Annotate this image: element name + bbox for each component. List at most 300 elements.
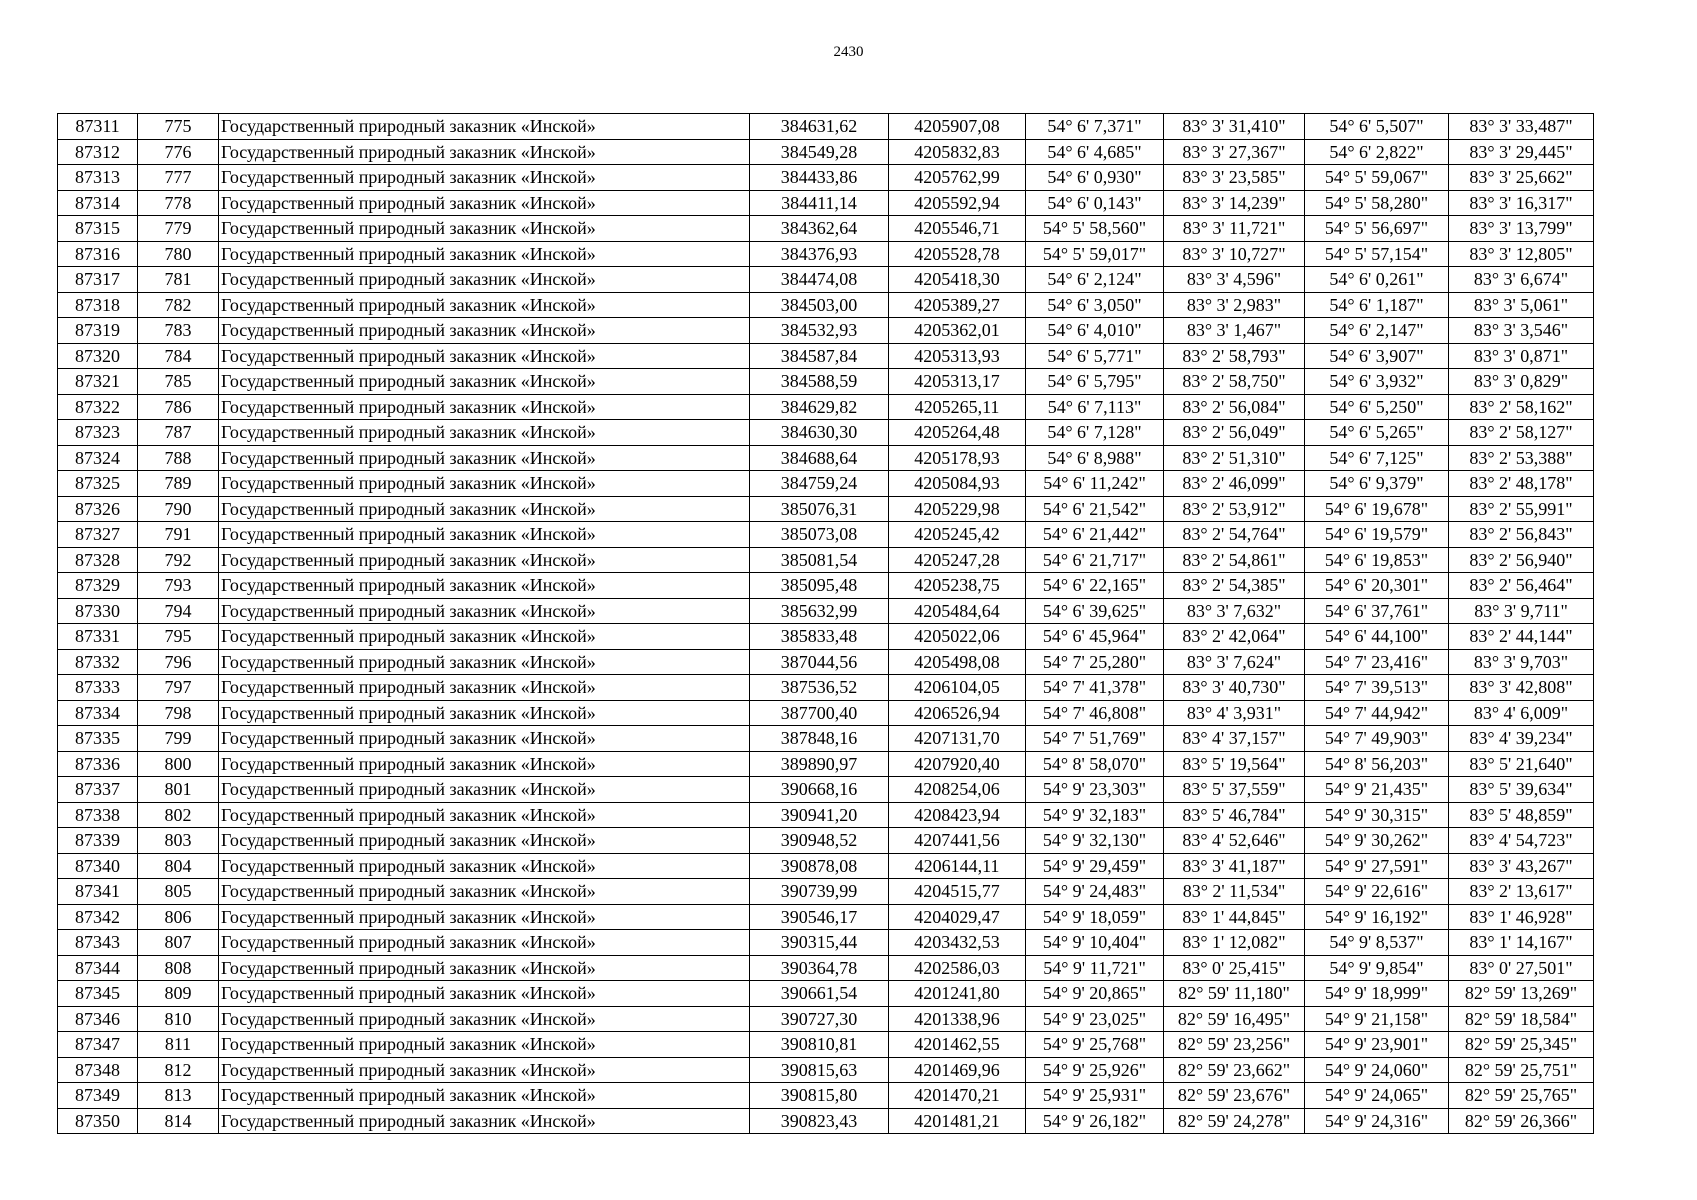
longitude-2-cell: 83° 4' 39,234" [1449,726,1594,752]
latitude-1-cell: 54° 7' 51,769" [1026,726,1164,752]
y-coordinate-cell: 4207441,56 [889,828,1026,854]
longitude-1-cell: 83° 3' 23,585" [1164,165,1305,191]
latitude-2-cell: 54° 6' 5,250" [1305,394,1449,420]
record-id-cell: 87312 [58,139,138,165]
latitude-1-cell: 54° 6' 39,625" [1026,598,1164,624]
longitude-2-cell: 83° 2' 56,464" [1449,573,1594,599]
table-row [58,190,1594,216]
latitude-2-cell: 54° 9' 16,192" [1305,904,1449,930]
point-number-cell: 812 [138,1057,219,1083]
point-number-cell: 804 [138,853,219,879]
record-id-cell: 87317 [58,267,138,293]
latitude-1-cell: 54° 6' 2,124" [1026,267,1164,293]
longitude-1-cell: 83° 3' 27,367" [1164,139,1305,165]
latitude-2-cell: 54° 6' 1,187" [1305,292,1449,318]
x-coordinate-cell: 390948,52 [750,828,889,854]
longitude-1-cell: 83° 4' 52,646" [1164,828,1305,854]
point-number-cell: 801 [138,777,219,803]
record-id-cell: 87336 [58,751,138,777]
x-coordinate-cell: 389890,97 [750,751,889,777]
latitude-1-cell: 54° 9' 11,721" [1026,955,1164,981]
x-coordinate-cell: 390810,81 [750,1032,889,1058]
latitude-2-cell: 54° 9' 30,315" [1305,802,1449,828]
x-coordinate-cell: 390739,99 [750,879,889,905]
x-coordinate-cell: 384549,28 [750,139,889,165]
longitude-1-cell: 82° 59' 23,662" [1164,1057,1305,1083]
zone-name-cell: Государственный природный заказник «Инской» [219,1032,750,1058]
longitude-1-cell: 83° 2' 56,084" [1164,394,1305,420]
point-number-cell: 789 [138,471,219,497]
longitude-2-cell: 83° 3' 33,487" [1449,114,1594,140]
longitude-1-cell: 83° 0' 25,415" [1164,955,1305,981]
table-row [58,649,1594,675]
record-id-cell: 87327 [58,522,138,548]
zone-name-cell: Государственный природный заказник «Инской» [219,369,750,395]
longitude-2-cell: 83° 3' 9,711" [1449,598,1594,624]
y-coordinate-cell: 4201462,55 [889,1032,1026,1058]
y-coordinate-cell: 4208254,06 [889,777,1026,803]
longitude-2-cell: 83° 3' 3,546" [1449,318,1594,344]
record-id-cell: 87347 [58,1032,138,1058]
record-id-cell: 87319 [58,318,138,344]
y-coordinate-cell: 4205264,48 [889,420,1026,446]
table-row [58,573,1594,599]
x-coordinate-cell: 384362,64 [750,216,889,242]
table-row [58,598,1594,624]
latitude-2-cell: 54° 9' 21,435" [1305,777,1449,803]
table-row [58,420,1594,446]
x-coordinate-cell: 385095,48 [750,573,889,599]
zone-name-cell: Государственный природный заказник «Инской» [219,930,750,956]
table-row [58,1006,1594,1032]
latitude-1-cell: 54° 5' 59,017" [1026,241,1164,267]
y-coordinate-cell: 4205245,42 [889,522,1026,548]
latitude-2-cell: 54° 6' 5,265" [1305,420,1449,446]
point-number-cell: 805 [138,879,219,905]
table-row [58,1057,1594,1083]
longitude-2-cell: 83° 3' 12,805" [1449,241,1594,267]
zone-name-cell: Государственный природный заказник «Инской» [219,522,750,548]
point-number-cell: 813 [138,1083,219,1109]
latitude-1-cell: 54° 9' 32,183" [1026,802,1164,828]
y-coordinate-cell: 4205418,30 [889,267,1026,293]
longitude-1-cell: 83° 2' 56,049" [1164,420,1305,446]
x-coordinate-cell: 387700,40 [750,700,889,726]
longitude-2-cell: 83° 3' 6,674" [1449,267,1594,293]
y-coordinate-cell: 4205238,75 [889,573,1026,599]
longitude-2-cell: 83° 3' 25,662" [1449,165,1594,191]
record-id-cell: 87350 [58,1108,138,1134]
y-coordinate-cell: 4205592,94 [889,190,1026,216]
latitude-2-cell: 54° 6' 20,301" [1305,573,1449,599]
zone-name-cell: Государственный природный заказник «Инской» [219,879,750,905]
latitude-1-cell: 54° 6' 11,242" [1026,471,1164,497]
latitude-1-cell: 54° 6' 7,371" [1026,114,1164,140]
zone-name-cell: Государственный природный заказник «Инской» [219,318,750,344]
x-coordinate-cell: 390661,54 [750,981,889,1007]
longitude-2-cell: 82° 59' 26,366" [1449,1108,1594,1134]
point-number-cell: 796 [138,649,219,675]
record-id-cell: 87322 [58,394,138,420]
point-number-cell: 810 [138,1006,219,1032]
record-id-cell: 87345 [58,981,138,1007]
record-id-cell: 87349 [58,1083,138,1109]
y-coordinate-cell: 4205084,93 [889,471,1026,497]
longitude-1-cell: 82° 59' 11,180" [1164,981,1305,1007]
zone-name-cell: Государственный природный заказник «Инской» [219,700,750,726]
longitude-1-cell: 82° 59' 23,676" [1164,1083,1305,1109]
longitude-2-cell: 83° 5' 21,640" [1449,751,1594,777]
latitude-2-cell: 54° 6' 9,379" [1305,471,1449,497]
record-id-cell: 87346 [58,1006,138,1032]
point-number-cell: 785 [138,369,219,395]
latitude-1-cell: 54° 6' 5,795" [1026,369,1164,395]
zone-name-cell: Государственный природный заказник «Инской» [219,1108,750,1134]
point-number-cell: 784 [138,343,219,369]
longitude-1-cell: 83° 2' 58,750" [1164,369,1305,395]
x-coordinate-cell: 384376,93 [750,241,889,267]
latitude-1-cell: 54° 9' 24,483" [1026,879,1164,905]
y-coordinate-cell: 4205022,06 [889,624,1026,650]
longitude-2-cell: 83° 2' 58,127" [1449,420,1594,446]
record-id-cell: 87318 [58,292,138,318]
record-id-cell: 87332 [58,649,138,675]
point-number-cell: 781 [138,267,219,293]
longitude-1-cell: 83° 5' 19,564" [1164,751,1305,777]
longitude-1-cell: 82° 59' 16,495" [1164,1006,1305,1032]
table-row [58,853,1594,879]
latitude-2-cell: 54° 7' 39,513" [1305,675,1449,701]
latitude-1-cell: 54° 7' 46,808" [1026,700,1164,726]
point-number-cell: 786 [138,394,219,420]
y-coordinate-cell: 4205313,93 [889,343,1026,369]
y-coordinate-cell: 4201469,96 [889,1057,1026,1083]
point-number-cell: 806 [138,904,219,930]
longitude-2-cell: 83° 2' 56,940" [1449,547,1594,573]
zone-name-cell: Государственный природный заказник «Инской» [219,216,750,242]
y-coordinate-cell: 4203432,53 [889,930,1026,956]
x-coordinate-cell: 387536,52 [750,675,889,701]
y-coordinate-cell: 4201241,80 [889,981,1026,1007]
table-row [58,496,1594,522]
y-coordinate-cell: 4207920,40 [889,751,1026,777]
x-coordinate-cell: 390668,16 [750,777,889,803]
table-row [58,522,1594,548]
y-coordinate-cell: 4206526,94 [889,700,1026,726]
zone-name-cell: Государственный природный заказник «Инской» [219,675,750,701]
point-number-cell: 800 [138,751,219,777]
zone-name-cell: Государственный природный заказник «Инской» [219,114,750,140]
y-coordinate-cell: 4201470,21 [889,1083,1026,1109]
latitude-1-cell: 54° 9' 32,130" [1026,828,1164,854]
y-coordinate-cell: 4206104,05 [889,675,1026,701]
table-row [58,471,1594,497]
longitude-2-cell: 83° 2' 48,178" [1449,471,1594,497]
table-row [58,1108,1594,1134]
record-id-cell: 87331 [58,624,138,650]
longitude-2-cell: 83° 0' 27,501" [1449,955,1594,981]
latitude-1-cell: 54° 6' 45,964" [1026,624,1164,650]
table-row [58,394,1594,420]
x-coordinate-cell: 387848,16 [750,726,889,752]
x-coordinate-cell: 390823,43 [750,1108,889,1134]
longitude-2-cell: 83° 4' 6,009" [1449,700,1594,726]
zone-name-cell: Государственный природный заказник «Инской» [219,598,750,624]
table-row [58,981,1594,1007]
table-row [58,139,1594,165]
table-row [58,1083,1594,1109]
longitude-2-cell: 83° 2' 13,617" [1449,879,1594,905]
x-coordinate-cell: 385833,48 [750,624,889,650]
x-coordinate-cell: 384759,24 [750,471,889,497]
longitude-2-cell: 83° 3' 43,267" [1449,853,1594,879]
longitude-1-cell: 83° 3' 41,187" [1164,853,1305,879]
zone-name-cell: Государственный природный заказник «Инской» [219,573,750,599]
x-coordinate-cell: 390364,78 [750,955,889,981]
table-row [58,445,1594,471]
x-coordinate-cell: 390941,20 [750,802,889,828]
y-coordinate-cell: 4205389,27 [889,292,1026,318]
x-coordinate-cell: 384474,08 [750,267,889,293]
longitude-1-cell: 83° 5' 46,784" [1164,802,1305,828]
table-row [58,1032,1594,1058]
record-id-cell: 87348 [58,1057,138,1083]
x-coordinate-cell: 385076,31 [750,496,889,522]
longitude-1-cell: 83° 2' 11,534" [1164,879,1305,905]
y-coordinate-cell: 4206144,11 [889,853,1026,879]
point-number-cell: 791 [138,522,219,548]
y-coordinate-cell: 4204029,47 [889,904,1026,930]
table-row [58,165,1594,191]
point-number-cell: 782 [138,292,219,318]
longitude-2-cell: 82° 59' 13,269" [1449,981,1594,1007]
y-coordinate-cell: 4208423,94 [889,802,1026,828]
latitude-1-cell: 54° 6' 0,143" [1026,190,1164,216]
table-row [58,802,1594,828]
longitude-1-cell: 83° 1' 44,845" [1164,904,1305,930]
record-id-cell: 87333 [58,675,138,701]
longitude-2-cell: 83° 5' 39,634" [1449,777,1594,803]
latitude-1-cell: 54° 9' 20,865" [1026,981,1164,1007]
y-coordinate-cell: 4205546,71 [889,216,1026,242]
record-id-cell: 87320 [58,343,138,369]
latitude-1-cell: 54° 9' 29,459" [1026,853,1164,879]
table-row [58,955,1594,981]
record-id-cell: 87338 [58,802,138,828]
record-id-cell: 87314 [58,190,138,216]
latitude-2-cell: 54° 9' 18,999" [1305,981,1449,1007]
longitude-1-cell: 82° 59' 23,256" [1164,1032,1305,1058]
record-id-cell: 87311 [58,114,138,140]
zone-name-cell: Государственный природный заказник «Инской» [219,802,750,828]
point-number-cell: 779 [138,216,219,242]
point-number-cell: 788 [138,445,219,471]
point-number-cell: 777 [138,165,219,191]
record-id-cell: 87340 [58,853,138,879]
latitude-1-cell: 54° 9' 18,059" [1026,904,1164,930]
longitude-1-cell: 83° 4' 37,157" [1164,726,1305,752]
record-id-cell: 87339 [58,828,138,854]
y-coordinate-cell: 4205484,64 [889,598,1026,624]
point-number-cell: 776 [138,139,219,165]
point-number-cell: 799 [138,726,219,752]
record-id-cell: 87337 [58,777,138,803]
table-row [58,292,1594,318]
latitude-1-cell: 54° 7' 25,280" [1026,649,1164,675]
zone-name-cell: Государственный природный заказник «Инской» [219,190,750,216]
table-row [58,904,1594,930]
table-row [58,726,1594,752]
y-coordinate-cell: 4205229,98 [889,496,1026,522]
point-number-cell: 792 [138,547,219,573]
latitude-1-cell: 54° 9' 25,926" [1026,1057,1164,1083]
x-coordinate-cell: 385073,08 [750,522,889,548]
zone-name-cell: Государственный природный заказник «Инской» [219,496,750,522]
x-coordinate-cell: 384433,86 [750,165,889,191]
latitude-2-cell: 54° 5' 58,280" [1305,190,1449,216]
longitude-2-cell: 83° 3' 0,829" [1449,369,1594,395]
zone-name-cell: Государственный природный заказник «Инской» [219,853,750,879]
x-coordinate-cell: 385632,99 [750,598,889,624]
latitude-2-cell: 54° 9' 22,616" [1305,879,1449,905]
latitude-2-cell: 54° 6' 37,761" [1305,598,1449,624]
longitude-1-cell: 83° 2' 54,764" [1164,522,1305,548]
y-coordinate-cell: 4205362,01 [889,318,1026,344]
longitude-1-cell: 83° 2' 58,793" [1164,343,1305,369]
latitude-2-cell: 54° 6' 19,678" [1305,496,1449,522]
table-row [58,828,1594,854]
x-coordinate-cell: 384411,14 [750,190,889,216]
y-coordinate-cell: 4205498,08 [889,649,1026,675]
point-number-cell: 775 [138,114,219,140]
point-number-cell: 787 [138,420,219,446]
point-number-cell: 803 [138,828,219,854]
longitude-1-cell: 83° 1' 12,082" [1164,930,1305,956]
longitude-2-cell: 83° 3' 16,317" [1449,190,1594,216]
zone-name-cell: Государственный природный заказник «Инской» [219,1083,750,1109]
record-id-cell: 87323 [58,420,138,446]
longitude-1-cell: 83° 3' 11,721" [1164,216,1305,242]
point-number-cell: 780 [138,241,219,267]
latitude-1-cell: 54° 9' 23,025" [1026,1006,1164,1032]
latitude-2-cell: 54° 8' 56,203" [1305,751,1449,777]
zone-name-cell: Государственный природный заказник «Инской» [219,904,750,930]
point-number-cell: 798 [138,700,219,726]
latitude-2-cell: 54° 9' 24,316" [1305,1108,1449,1134]
table-row [58,114,1594,140]
longitude-1-cell: 83° 2' 46,099" [1164,471,1305,497]
longitude-2-cell: 83° 2' 58,162" [1449,394,1594,420]
zone-name-cell: Государственный природный заказник «Инской» [219,292,750,318]
latitude-2-cell: 54° 6' 3,907" [1305,343,1449,369]
table-row [58,267,1594,293]
x-coordinate-cell: 384688,64 [750,445,889,471]
longitude-1-cell: 82° 59' 24,278" [1164,1108,1305,1134]
page-number: 2430 [833,44,864,60]
zone-name-cell: Государственный природный заказник «Инской» [219,751,750,777]
longitude-2-cell: 83° 1' 14,167" [1449,930,1594,956]
latitude-1-cell: 54° 6' 21,542" [1026,496,1164,522]
longitude-2-cell: 83° 3' 0,871" [1449,343,1594,369]
record-id-cell: 87330 [58,598,138,624]
longitude-1-cell: 83° 3' 10,727" [1164,241,1305,267]
latitude-2-cell: 54° 9' 30,262" [1305,828,1449,854]
point-number-cell: 808 [138,955,219,981]
latitude-1-cell: 54° 8' 58,070" [1026,751,1164,777]
x-coordinate-cell: 390727,30 [750,1006,889,1032]
x-coordinate-cell: 390546,17 [750,904,889,930]
zone-name-cell: Государственный природный заказник «Инской» [219,1006,750,1032]
latitude-2-cell: 54° 9' 9,854" [1305,955,1449,981]
y-coordinate-cell: 4205265,11 [889,394,1026,420]
table-row [58,216,1594,242]
x-coordinate-cell: 384532,93 [750,318,889,344]
y-coordinate-cell: 4205247,28 [889,547,1026,573]
table-row [58,930,1594,956]
longitude-2-cell: 83° 5' 48,859" [1449,802,1594,828]
zone-name-cell: Государственный природный заказник «Инской» [219,343,750,369]
y-coordinate-cell: 4205762,99 [889,165,1026,191]
record-id-cell: 87343 [58,930,138,956]
y-coordinate-cell: 4204515,77 [889,879,1026,905]
table-row [58,675,1594,701]
longitude-1-cell: 83° 3' 1,467" [1164,318,1305,344]
table-body [58,114,1594,1134]
longitude-2-cell: 83° 4' 54,723" [1449,828,1594,854]
point-number-cell: 794 [138,598,219,624]
latitude-1-cell: 54° 9' 23,303" [1026,777,1164,803]
record-id-cell: 87315 [58,216,138,242]
longitude-1-cell: 83° 3' 4,596" [1164,267,1305,293]
table-row [58,241,1594,267]
latitude-1-cell: 54° 5' 58,560" [1026,216,1164,242]
latitude-1-cell: 54° 6' 22,165" [1026,573,1164,599]
zone-name-cell: Государственный природный заказник «Инской» [219,471,750,497]
zone-name-cell: Государственный природный заказник «Инской» [219,241,750,267]
coordinates-table [57,113,1594,1134]
longitude-1-cell: 83° 2' 51,310" [1164,445,1305,471]
latitude-2-cell: 54° 7' 23,416" [1305,649,1449,675]
record-id-cell: 87335 [58,726,138,752]
latitude-1-cell: 54° 6' 0,930" [1026,165,1164,191]
latitude-2-cell: 54° 6' 19,579" [1305,522,1449,548]
latitude-1-cell: 54° 6' 21,717" [1026,547,1164,573]
longitude-2-cell: 82° 59' 25,765" [1449,1083,1594,1109]
zone-name-cell: Государственный природный заказник «Инской» [219,726,750,752]
x-coordinate-cell: 387044,56 [750,649,889,675]
x-coordinate-cell: 384630,30 [750,420,889,446]
point-number-cell: 811 [138,1032,219,1058]
latitude-2-cell: 54° 6' 44,100" [1305,624,1449,650]
longitude-2-cell: 82° 59' 18,584" [1449,1006,1594,1032]
latitude-1-cell: 54° 6' 4,685" [1026,139,1164,165]
x-coordinate-cell: 390815,80 [750,1083,889,1109]
longitude-2-cell: 83° 2' 44,144" [1449,624,1594,650]
latitude-2-cell: 54° 9' 23,901" [1305,1032,1449,1058]
latitude-1-cell: 54° 9' 26,182" [1026,1108,1164,1134]
y-coordinate-cell: 4207131,70 [889,726,1026,752]
record-id-cell: 87329 [58,573,138,599]
point-number-cell: 790 [138,496,219,522]
x-coordinate-cell: 384503,00 [750,292,889,318]
y-coordinate-cell: 4205313,17 [889,369,1026,395]
longitude-1-cell: 83° 3' 31,410" [1164,114,1305,140]
latitude-2-cell: 54° 5' 59,067" [1305,165,1449,191]
latitude-1-cell: 54° 6' 8,988" [1026,445,1164,471]
longitude-1-cell: 83° 3' 40,730" [1164,675,1305,701]
zone-name-cell: Государственный природный заказник «Инской» [219,547,750,573]
y-coordinate-cell: 4205907,08 [889,114,1026,140]
